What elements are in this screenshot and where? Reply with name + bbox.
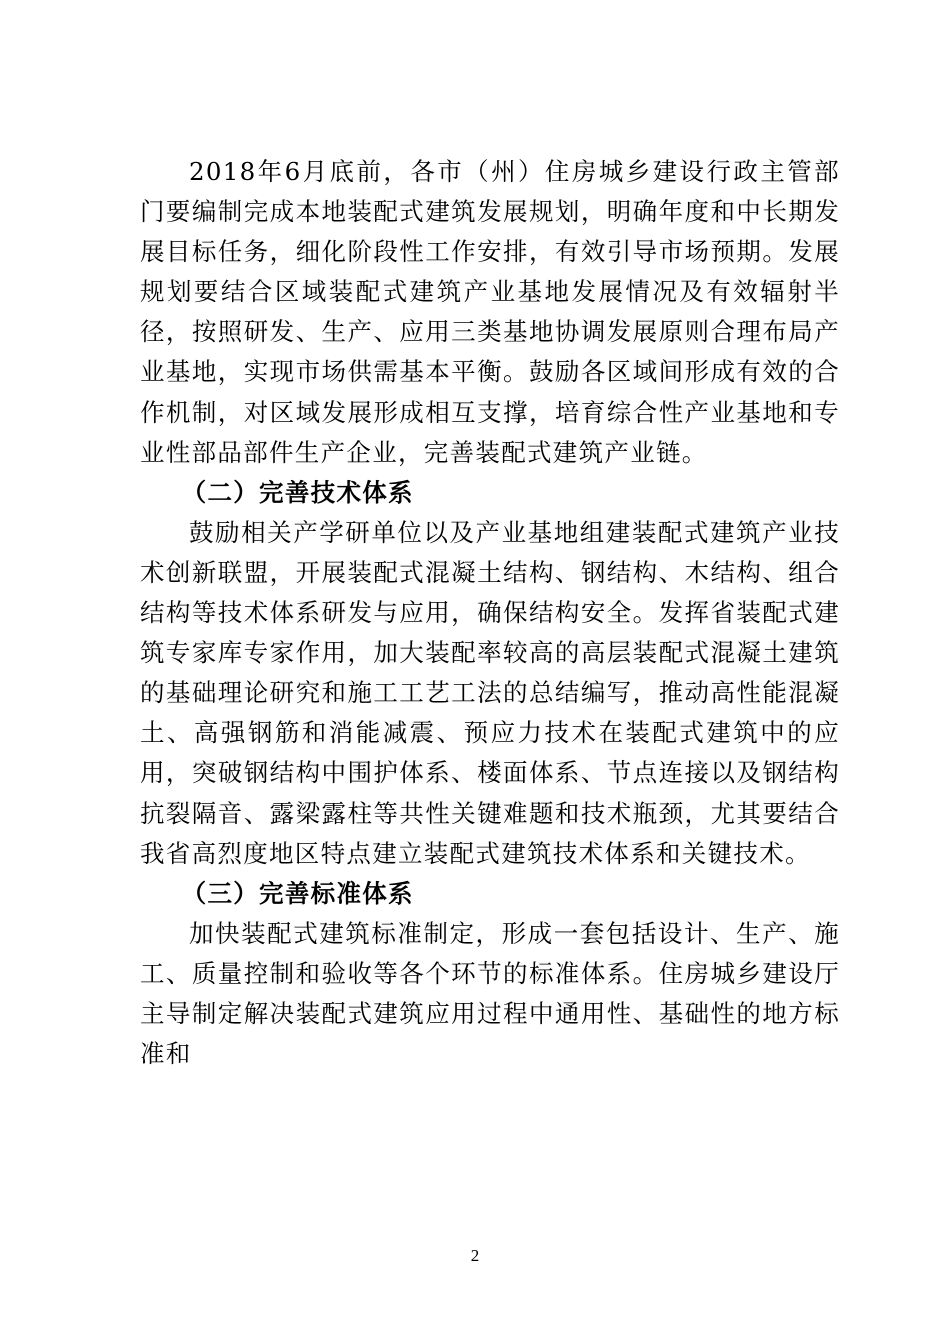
paragraph-technical-system: 鼓励相关产学研单位以及产业基地组建装配式建筑产业技术创新联盟，开展装配式混凝土结构、钢结构、木结构、组合结构等技术体系研发与应用，确保结构安全。发挥省装配式建筑专家库专家作用，加大装配率较高的高层装配式混凝土建筑的基础理论研究和施工工艺工法的总结编写，推动高性能混凝土、高强钢筋和消能减震、预应力技术在装配式建筑中的应用，突破钢结构中围护体系、楼面体系、节点连接以及钢结构抗裂隔音、露梁露柱等共性关键难题和技术瓶颈，尤其要结合我省高烈度地区特点建立装配式建筑技术体系和关键技术。 — [140, 517, 840, 868]
paragraph-development-plan: 2018年6月底前，各市（州）住房城乡建设行政主管部门要编制完成本地装配式建筑发展规划，明确年度和中长期发展目标任务，细化阶段性工作安排，有效引导市场预期。发展规划要结合区域装配式建筑产业基地发展情况及有效辐射半径，按照研发、生产、应用三类基地协调发展原则合理布局产业基地，实现市场供需基本平衡。鼓励各区域间形成有效的合作机制，对区域发展形成相互支撑，培育综合性产业基地和专业性部品部件生产企业，完善装配式建筑产业链。 — [140, 157, 840, 467]
section-heading-standard-system: （三）完善标准体系 — [181, 878, 414, 908]
document-body — [140, 152, 840, 1074]
page-number: 2 — [470, 1246, 480, 1265]
section-heading-technical-system: （二）完善技术体系 — [181, 477, 414, 507]
paragraph-standard-system: 加快装配式建筑标准制定，形成一套包括设计、生产、施工、质量控制和验收等各个环节的标准体系。住房城乡建设厅主导制定解决装配式建筑应用过程中通用性、基础性的地方标准和 — [140, 918, 840, 1069]
